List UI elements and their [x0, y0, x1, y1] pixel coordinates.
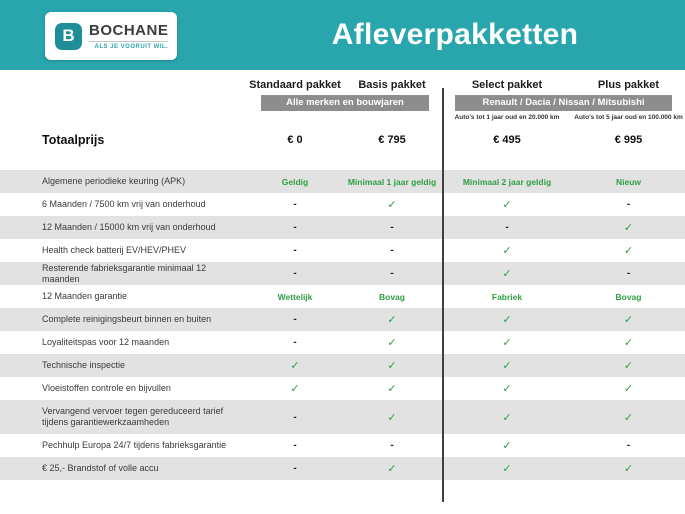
brand-tagline: ALS JE VOORUIT WIL. — [94, 44, 169, 50]
cell-select: ✓ — [502, 198, 512, 211]
table-row — [0, 331, 685, 354]
feature-label: Vervangend vervoer tegen gereduceerd tarief tijdens garantiewerkzaamheden — [42, 406, 224, 427]
cell-basis: - — [390, 245, 394, 256]
cell-plus: ✓ — [623, 410, 634, 424]
column-header-select: Select pakket — [471, 79, 543, 91]
feature-label: 12 Maanden / 15000 km vrij van onderhoud — [42, 222, 216, 233]
cell-plus: ✓ — [623, 221, 634, 234]
page-title: Afleverpakketten — [331, 18, 579, 51]
cell-basis: ✓ — [387, 410, 397, 424]
subtitle-select: Auto's tot 1 jaar oud en 20.000 km — [454, 114, 560, 121]
table-row — [0, 285, 685, 308]
cell-standaard: ✓ — [290, 382, 300, 395]
table-row — [0, 262, 685, 285]
cell-plus: ✓ — [623, 462, 634, 475]
price-plus: € 995 — [614, 134, 643, 146]
cell-plus: Nieuw — [615, 176, 642, 187]
cell-basis: ✓ — [387, 336, 397, 349]
group-banners-row — [0, 94, 685, 112]
feature-label: € 25,- Brandstof of volle accu — [42, 463, 159, 474]
bochane-logo — [45, 12, 177, 60]
cell-standaard: - — [293, 463, 297, 474]
cell-basis: ✓ — [387, 382, 397, 395]
cell-plus: ✓ — [623, 359, 634, 372]
total-price-row — [0, 126, 685, 154]
cell-plus: ✓ — [623, 244, 634, 257]
feature-label: Health check batterij EV/HEV/PHEV — [42, 245, 187, 256]
feature-label: 6 Maanden / 7500 km vrij van onderhoud — [42, 199, 206, 210]
cell-basis: ✓ — [387, 462, 397, 475]
table-row — [0, 216, 685, 239]
cell-select: ✓ — [502, 244, 512, 257]
package-subtitles-row — [0, 112, 685, 126]
cell-basis: Minimaal 1 jaar geldig — [347, 176, 437, 187]
column-header-basis: Basis pakket — [358, 79, 426, 91]
cell-select: ✓ — [502, 336, 512, 349]
feature-label: Vloeistoffen controle en bijvullen — [42, 383, 171, 394]
subtitle-plus: Auto's tot 5 jaar oud en 100.000 km — [574, 114, 683, 121]
table-row — [0, 434, 685, 457]
table-row — [0, 170, 685, 193]
package-names-row — [0, 70, 685, 94]
feature-label: Algemene periodieke keuring (APK) — [42, 176, 186, 187]
feature-label: Loyaliteitspas voor 12 maanden — [42, 337, 170, 348]
cell-select: ✓ — [502, 439, 512, 452]
cell-plus: - — [626, 268, 631, 279]
cell-standaard: ✓ — [290, 359, 300, 372]
cell-select: - — [505, 222, 509, 233]
cell-select: ✓ — [502, 313, 512, 326]
cell-standaard: Wettelijk — [277, 291, 313, 302]
table-row — [0, 308, 685, 331]
cell-plus: ✓ — [623, 313, 634, 326]
group-banner-all-brands: Alle merken en bouwjaren — [261, 95, 429, 111]
price-standaard: € 0 — [287, 134, 303, 146]
cell-select: ✓ — [502, 410, 512, 424]
price-basis: € 795 — [378, 134, 406, 146]
table-row — [0, 354, 685, 377]
cell-standaard: - — [293, 222, 297, 233]
logo-text — [89, 22, 168, 50]
feature-label: Complete reinigingsbeurt binnen en buiten — [42, 314, 212, 325]
cell-standaard: Geldig — [281, 176, 309, 187]
column-header-plus: Plus pakket — [597, 79, 660, 91]
cell-plus: Bovag — [615, 291, 642, 302]
table-row — [0, 400, 685, 434]
cell-standaard: - — [293, 199, 297, 210]
group-banner-renault-group: Renault / Dacia / Nissan / Mitsubishi — [455, 95, 672, 111]
brand-name: BOCHANE — [89, 22, 168, 42]
cell-standaard: - — [293, 337, 297, 348]
cell-basis: ✓ — [387, 198, 397, 211]
cell-select: ✓ — [502, 382, 512, 395]
feature-label: Resterende fabrieksgarantie minimaal 12 maanden — [42, 262, 207, 284]
feature-label: Pechhulp Europa 24/7 tijdens fabrieksgarantie — [42, 440, 227, 451]
price-select: € 495 — [493, 134, 521, 146]
cell-select: ✓ — [502, 462, 512, 475]
top-banner — [0, 0, 685, 70]
cell-basis: - — [390, 440, 394, 451]
cell-plus: - — [626, 440, 631, 451]
bochane-logo-icon — [55, 23, 82, 50]
cell-plus: - — [626, 199, 631, 210]
cell-standaard: - — [293, 268, 297, 279]
feature-label: 12 Maanden garantie — [42, 291, 128, 302]
column-header-standaard: Standaard pakket — [249, 79, 341, 91]
feature-label: Technische inspectie — [42, 360, 126, 371]
cell-plus: ✓ — [623, 336, 634, 349]
table-row — [0, 239, 685, 262]
cell-basis: ✓ — [387, 313, 397, 326]
cell-select: Fabriek — [491, 291, 523, 302]
cell-basis: Bovag — [379, 291, 405, 302]
cell-select: ✓ — [502, 267, 512, 280]
group-divider-line — [442, 88, 444, 502]
cell-basis: ✓ — [387, 359, 397, 372]
logo-letter: B — [62, 26, 75, 45]
cell-basis: - — [390, 268, 394, 279]
cell-standaard: - — [293, 314, 297, 325]
cell-standaard: - — [293, 411, 297, 423]
cell-standaard: - — [293, 440, 297, 451]
cell-select: Minimaal 2 jaar geldig — [462, 176, 552, 187]
total-price-label: Totaalprijs — [42, 133, 105, 147]
spacer-row — [0, 154, 685, 170]
table-row — [0, 457, 685, 480]
table-row — [0, 193, 685, 216]
cell-select: ✓ — [502, 359, 512, 372]
cell-standaard: - — [293, 245, 297, 256]
cell-basis: - — [390, 222, 394, 233]
table-row — [0, 377, 685, 400]
cell-plus: ✓ — [623, 382, 634, 395]
